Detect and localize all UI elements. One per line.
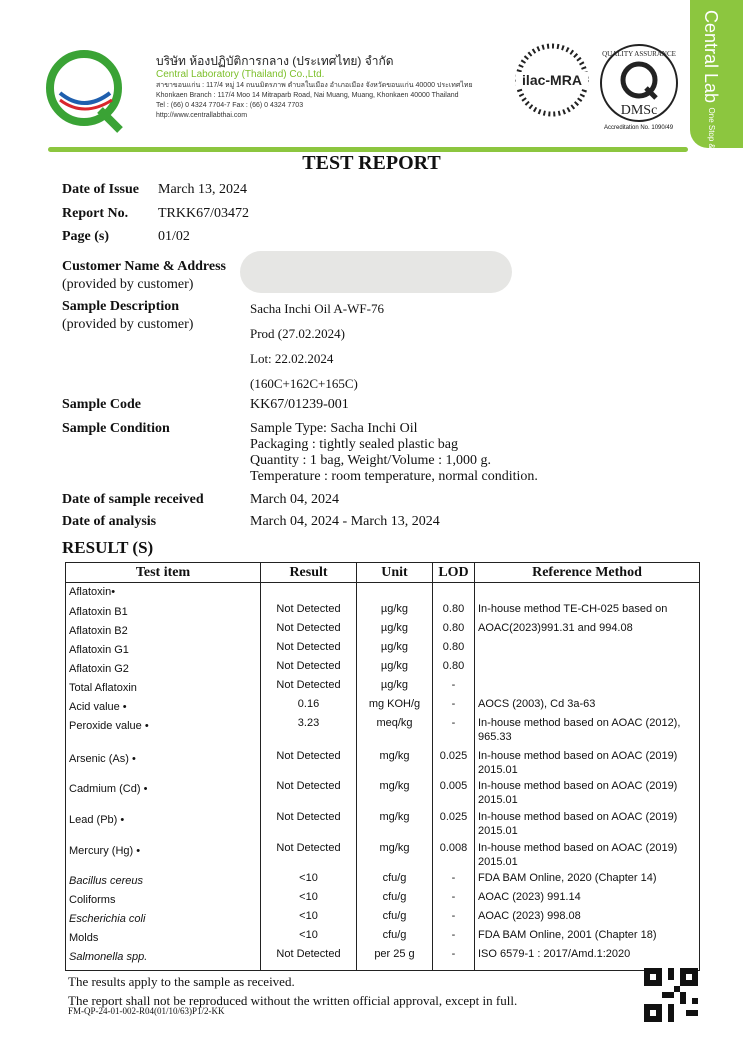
qr-code[interactable] [644,968,698,1022]
col-reference-method: Reference Method [475,563,700,583]
issue-date-value: March 13, 2024 [158,182,248,197]
branch-th: สาขาขอนแก่น : 117/4 หมู่ 14 ถนนมิตรภาพ ตำบลในเมือง อำเภอเมือง จังหวัดขอนแก่น 40000 ประเทศไทย [156,82,473,89]
table-row [66,714,700,747]
result-cell: Not Detected [261,945,357,971]
branch-en: Khonkaen Branch : 117/4 Moo 14 Mitraparb Road, Nai Muang, Muang, Khonkaen 40000 Thailand [156,92,459,99]
test-item-cell: Acid value • [66,695,261,714]
received-label: Date of sample received [62,492,204,507]
sample-desc-note: (provided by customer) [62,317,194,332]
unit-cell: µg/kg [357,657,433,676]
unit-cell [357,583,433,600]
analysis-label: Date of analysis [62,514,157,529]
result-cell: <10 [261,907,357,926]
form-code: FM-QP-24-01-002-R04(01/10/63)P1/2-KK [68,1006,225,1016]
result-heading: RESULT (S) [62,538,154,557]
lod-cell: - [433,926,475,945]
table-row [66,907,700,926]
reference-method-cell: AOCS (2003), Cd 3a-63 [475,695,700,714]
unit-cell: meq/kg [357,714,433,747]
col-test-item: Test item [66,563,261,583]
reference-method-cell: FDA BAM Online, 2001 (Chapter 18) [475,926,700,945]
col-unit: Unit [357,563,433,583]
table-row [66,945,700,971]
reference-method-cell [475,657,700,676]
result-cell: Not Detected [261,808,357,839]
condition-line: Quantity : 1 bag, Weight/Volume : 1,000 g. [250,453,492,468]
central-lab-logo [30,38,138,138]
unit-cell: cfu/g [357,888,433,907]
table-row [66,619,700,638]
test-item-cell: Aflatoxin B1 [66,600,261,619]
lod-cell: 0.008 [433,839,475,869]
table-row [66,638,700,657]
lod-cell: - [433,869,475,888]
test-item-cell: Arsenic (As) • [66,747,261,777]
lod-cell: 0.80 [433,600,475,619]
page-value: 01/02 [158,229,190,244]
sample-code-label: Sample Code [62,397,141,412]
sample-desc-line: (160C+162C+165C) [250,376,358,391]
test-item-cell: Salmonella spp. [66,945,261,971]
reference-method-cell: FDA BAM Online, 2020 (Chapter 14) [475,869,700,888]
sample-desc-line: Lot: 22.02.2024 [250,351,334,366]
lod-cell: - [433,695,475,714]
customer-label: Customer Name & Address [62,259,226,274]
table-row [66,926,700,945]
company-name-th: บริษัท ห้องปฏิบัติการกลาง (ประเทศไทย) จำกัด [156,54,394,68]
test-item-cell: Mercury (Hg) • [66,839,261,869]
reference-method-cell: ISO 6579-1 : 2017/Amd.1:2020 [475,945,700,971]
website-link[interactable]: http://www.centrallabthai.com [156,112,248,119]
unit-cell: mg/kg [357,839,433,869]
lod-cell: 0.80 [433,657,475,676]
reference-method-cell [475,583,700,600]
result-cell [261,583,357,600]
unit-cell: µg/kg [357,600,433,619]
svg-text:QUALITY ASSURANCE: QUALITY ASSURANCE [602,50,676,58]
report-no-label: Report No. [62,206,129,221]
reference-method-cell: In-house method based on AOAC (2019) 2015.01 [475,808,700,839]
lod-cell: 0.80 [433,638,475,657]
test-item-cell: Escherichia coli [66,907,261,926]
result-cell: <10 [261,926,357,945]
result-cell: Not Detected [261,600,357,619]
table-row [66,583,700,600]
unit-cell: mg/kg [357,747,433,777]
condition-line: Sample Type: Sacha Inchi Oil [250,421,418,436]
reference-method-cell: AOAC (2023) 998.08 [475,907,700,926]
reference-method-cell [475,676,700,695]
table-row [66,747,700,777]
test-item-cell: Aflatoxin G1 [66,638,261,657]
dmsc-quality-logo [598,42,680,124]
test-item-cell: Bacillus cereus [66,869,261,888]
result-cell: Not Detected [261,619,357,638]
brand-subtitle: One Stop & Fast Services [707,107,716,200]
report-title: TEST REPORT [302,152,441,174]
company-name-en: Central Laboratory (Thailand) Co.,Ltd. [156,69,325,80]
result-cell: Not Detected [261,638,357,657]
lod-cell: 0.80 [433,619,475,638]
unit-cell: µg/kg [357,676,433,695]
table-header-row [66,563,700,583]
footer-line: The report shall not be reproduced without the written official approval, except in full. [68,993,518,1008]
sample-condition-value [250,421,538,485]
table-row [66,808,700,839]
result-cell: 0.16 [261,695,357,714]
table-row [66,695,700,714]
test-item-cell: Molds [66,926,261,945]
table-row [66,676,700,695]
brand-title: Central Lab [701,10,721,104]
reference-method-cell [475,638,700,657]
unit-cell: mg KOH/g [357,695,433,714]
reference-method-cell: In-house method based on AOAC (2012), 965.33 [475,714,700,747]
sample-code-value: KK67/01239-001 [250,397,349,412]
received-value: March 04, 2024 [250,492,340,507]
result-cell: Not Detected [261,657,357,676]
lod-cell: - [433,945,475,971]
lod-cell [433,583,475,600]
table-row [66,657,700,676]
result-cell: 3.23 [261,714,357,747]
phone-fax: Tel : (66) 0 4324 7704-7 Fax : (66) 0 4324 7703 [156,102,304,109]
result-cell: Not Detected [261,747,357,777]
table-row [66,888,700,907]
svg-text:DMSc: DMSc [620,103,658,118]
result-cell: <10 [261,869,357,888]
footer-notes [68,972,517,1010]
table-row [66,869,700,888]
unit-cell: per 25 g [357,945,433,971]
lod-cell: 0.025 [433,747,475,777]
lod-cell: - [433,676,475,695]
lod-cell: 0.025 [433,808,475,839]
reference-method-cell: In-house method based on AOAC (2019) 2015.01 [475,777,700,808]
customer-note: (provided by customer) [62,277,194,292]
reference-method-cell: AOAC (2023) 991.14 [475,888,700,907]
col-result: Result [261,563,357,583]
unit-cell: cfu/g [357,907,433,926]
table-row [66,777,700,808]
condition-line: Packaging : tightly sealed plastic bag [250,437,459,452]
accreditation-number: Accreditation No. 1090/49 [604,125,674,131]
test-item-cell: Total Aflatoxin [66,676,261,695]
sample-desc-line: Sacha Inchi Oil A-WF-76 [250,301,384,316]
result-cell: <10 [261,888,357,907]
company-header [156,54,473,121]
result-cell: Not Detected [261,676,357,695]
reference-method-cell: AOAC(2023)991.31 and 994.08 [475,619,700,638]
unit-cell: mg/kg [357,808,433,839]
report-no-value: TRKK67/03472 [158,206,249,221]
reference-method-cell: In-house method based on AOAC (2019) 2015.01 [475,747,700,777]
page-label: Page (s) [62,229,110,244]
results-table [65,562,700,971]
table-row [66,600,700,619]
analysis-value: March 04, 2024 - March 13, 2024 [250,514,440,529]
test-item-cell: Lead (Pb) • [66,808,261,839]
table-row [66,839,700,869]
test-item-cell: Peroxide value • [66,714,261,747]
lod-cell: - [433,888,475,907]
unit-cell: cfu/g [357,869,433,888]
unit-cell: cfu/g [357,926,433,945]
ilac-mra-logo [512,40,592,120]
lod-cell: 0.005 [433,777,475,808]
result-cell: Not Detected [261,777,357,808]
unit-cell: µg/kg [357,638,433,657]
footer-line: The results apply to the sample as received. [68,974,295,989]
sample-desc-label: Sample Description [62,299,180,314]
svg-text:ilac-MRA: ilac-MRA [522,72,582,88]
lod-cell: - [433,907,475,926]
reference-method-cell: In-house method TE-CH-025 based on [475,600,700,619]
sample-desc-line: Prod (27.02.2024) [250,326,345,341]
sample-condition-label: Sample Condition [62,421,170,436]
result-cell: Not Detected [261,839,357,869]
issue-date-label: Date of Issue [62,182,139,197]
test-item-cell: Cadmium (Cd) • [66,777,261,808]
col-lod: LOD [433,563,475,583]
test-item-cell: Coliforms [66,888,261,907]
test-item-cell: Aflatoxin• [66,583,261,600]
test-item-cell: Aflatoxin G2 [66,657,261,676]
redacted-customer [240,251,512,293]
unit-cell: mg/kg [357,777,433,808]
reference-method-cell: In-house method based on AOAC (2019) 2015.01 [475,839,700,869]
unit-cell: µg/kg [357,619,433,638]
condition-line: Temperature : room temperature, normal condition. [250,469,538,484]
lod-cell: - [433,714,475,747]
test-item-cell: Aflatoxin B2 [66,619,261,638]
